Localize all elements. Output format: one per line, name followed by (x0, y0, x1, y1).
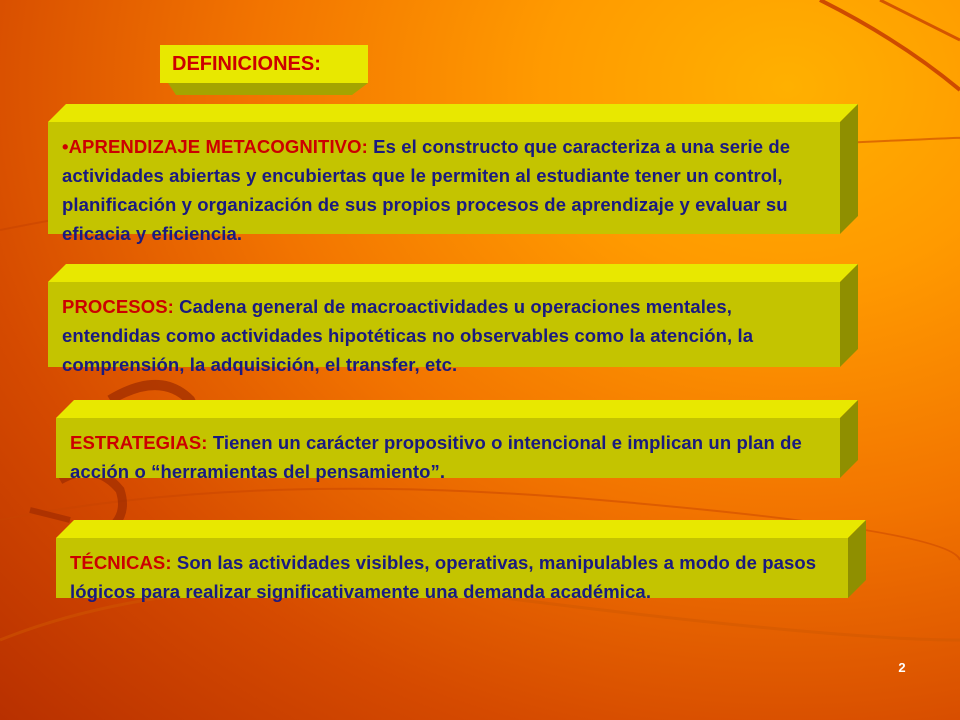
box-side-face (840, 104, 858, 234)
definition-term: ESTRATEGIAS: (70, 432, 208, 453)
box-front-face (56, 538, 848, 602)
definition-box-tecnicas (56, 520, 866, 602)
definition-text: Tienen un carácter propositivo o intencional e implican un plan de acción o “herramientas del pensamiento”. (70, 432, 802, 482)
definition-bullet: • (62, 136, 69, 157)
definition-box-procesos (48, 264, 858, 375)
definition-text: Es el constructo que caracteriza a una serie de actividades abiertas y encubiertas que le permiten al estudiante tener un control, planificación y organización de sus propios procesos de aprendizaje y evaluar su eficacia y eficiencia. (62, 136, 791, 244)
title-box-shadow (168, 83, 368, 95)
box-top-face (56, 400, 858, 418)
definition-text: Cadena general de macroactividades u operaciones mentales, entendidas como actividades hipotéticas no observables como la atención, la comprensión, la adquisición, el transfer, etc. (62, 296, 754, 375)
box-top-face (56, 520, 866, 538)
box-front-face (48, 122, 840, 244)
definition-term: APRENDIZAJE METACOGNITIVO: (68, 136, 368, 157)
title-box (160, 45, 368, 95)
box-side-face (840, 264, 858, 367)
box-top-face (48, 264, 858, 282)
definition-text: Son las actividades visibles, operativas, manipulables a modo de pasos lógicos para realizar significativamente una demanda académica. (70, 552, 817, 602)
box-front-face (48, 282, 840, 375)
page-number: 2 (898, 660, 906, 675)
definition-box-aprendizaje (48, 104, 858, 244)
definition-term: PROCESOS: (62, 296, 174, 317)
box-top-face (48, 104, 858, 122)
slide-title: DEFINICIONES: (160, 45, 368, 83)
definition-term: TÉCNICAS: (70, 552, 172, 573)
box-front-face (56, 418, 840, 482)
definition-box-estrategias (56, 400, 858, 482)
